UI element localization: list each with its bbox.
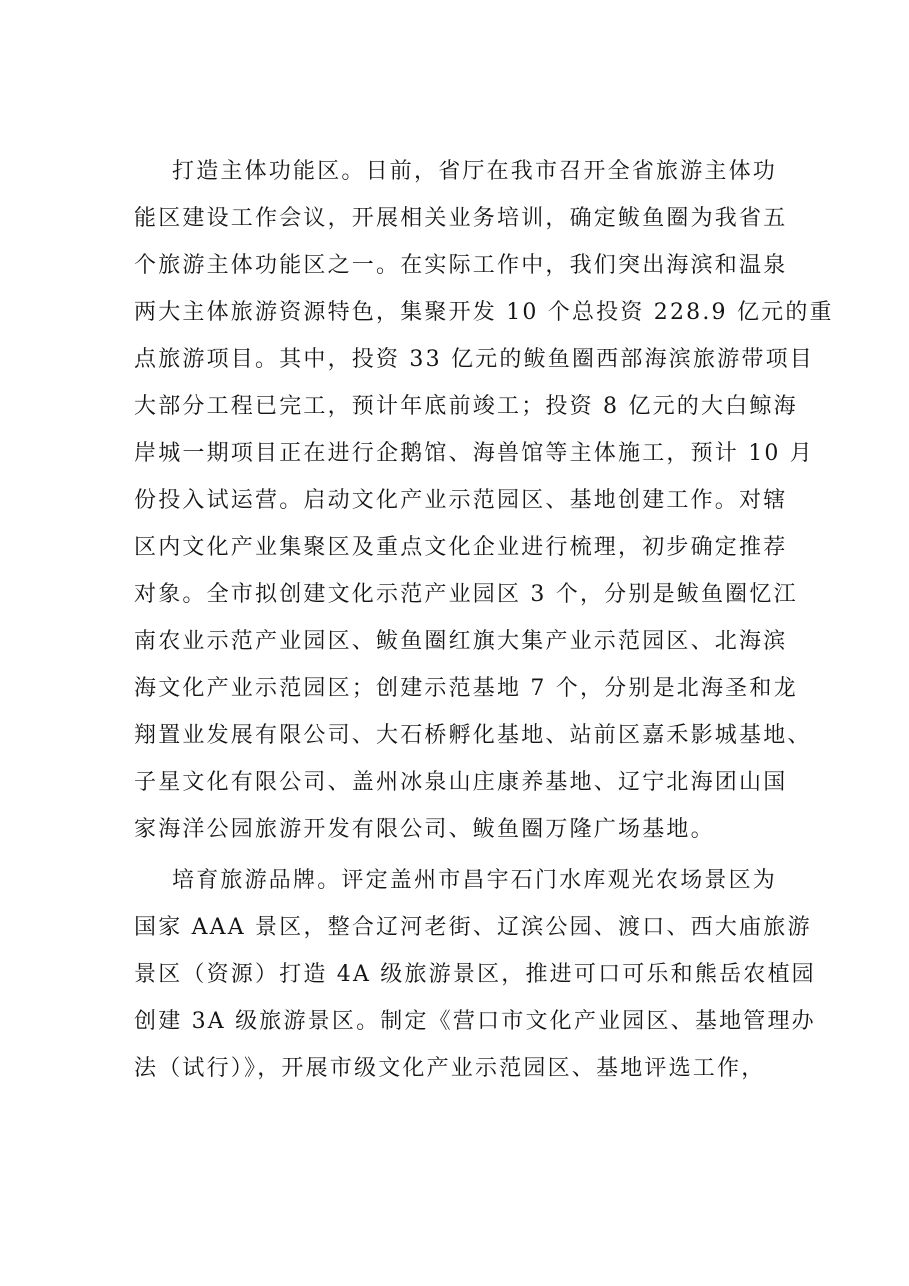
paragraph-1-line: 点旅游项目。其中，投资 33 亿元的鲅鱼圈西部海滨旅游带项目 — [134, 347, 814, 372]
paragraph-1-line: 区内文化产业集聚区及重点文化企业进行梳理，初步确定推荐 — [134, 535, 788, 560]
paragraph-1-line: 海文化产业示范园区；创建示范基地 7 个，分别是北海圣和龙 — [134, 676, 798, 701]
paragraph-1-line: 子星文化有限公司、盖州冰泉山庄康养基地、辽宁北海团山国 — [134, 770, 788, 795]
paragraph-1-line: 个旅游主体功能区之一。在实际工作中，我们突出海滨和温泉 — [134, 253, 788, 278]
paragraph-1-line: 打造主体功能区。日前，省厅在我市召开全省旅游主体功 — [172, 159, 778, 184]
paragraph-1-line: 岸城一期项目正在进行企鹅馆、海兽馆等主体施工，预计 10 月 — [134, 441, 814, 466]
paragraph-2-line: 景区（资源）打造 4A 级旅游景区，推进可口可乐和熊岳农植园 — [134, 962, 816, 987]
paragraph-1-line: 南农业示范产业园区、鲅鱼圈红旗大集产业示范园区、北海滨 — [134, 629, 788, 654]
paragraph-2-line: 法（试行）》，开展市级文化产业示范园区、基地评选工作， — [134, 1056, 766, 1081]
paragraph-2-line: 创建 3A 级旅游景区。制定《营口市文化产业园区、基地管理办 — [134, 1009, 816, 1034]
paragraph-2-line: 国家 AAA 景区，整合辽河老街、辽滨公园、渡口、西大庙旅游 — [134, 915, 812, 940]
paragraph-1-line: 对象。全市拟创建文化示范产业园区 3 个，分别是鲅鱼圈忆江 — [134, 582, 798, 607]
paragraph-1-line: 家海洋公园旅游开发有限公司、鲅鱼圈万隆广场基地。 — [134, 817, 715, 842]
paragraph-1-line: 两大主体旅游资源特色，集聚开发 10 个总投资 228.9 亿元的重 — [134, 300, 834, 325]
paragraph-1-line: 能区建设工作会议，开展相关业务培训，确定鲅鱼圈为我省五 — [134, 206, 788, 231]
paragraph-2-line: 培育旅游品牌。评定盖州市昌宇石门水库观光农场景区为 — [172, 868, 778, 893]
paragraph-1-line: 份投入试运营。启动文化产业示范园区、基地创建工作。对辖 — [134, 488, 788, 513]
paragraph-1-line: 大部分工程已完工，预计年底前竣工；投资 8 亿元的大白鲸海 — [134, 394, 798, 419]
paragraph-1-line: 翔置业发展有限公司、大石桥孵化基地、站前区嘉禾影城基地、 — [134, 723, 812, 748]
